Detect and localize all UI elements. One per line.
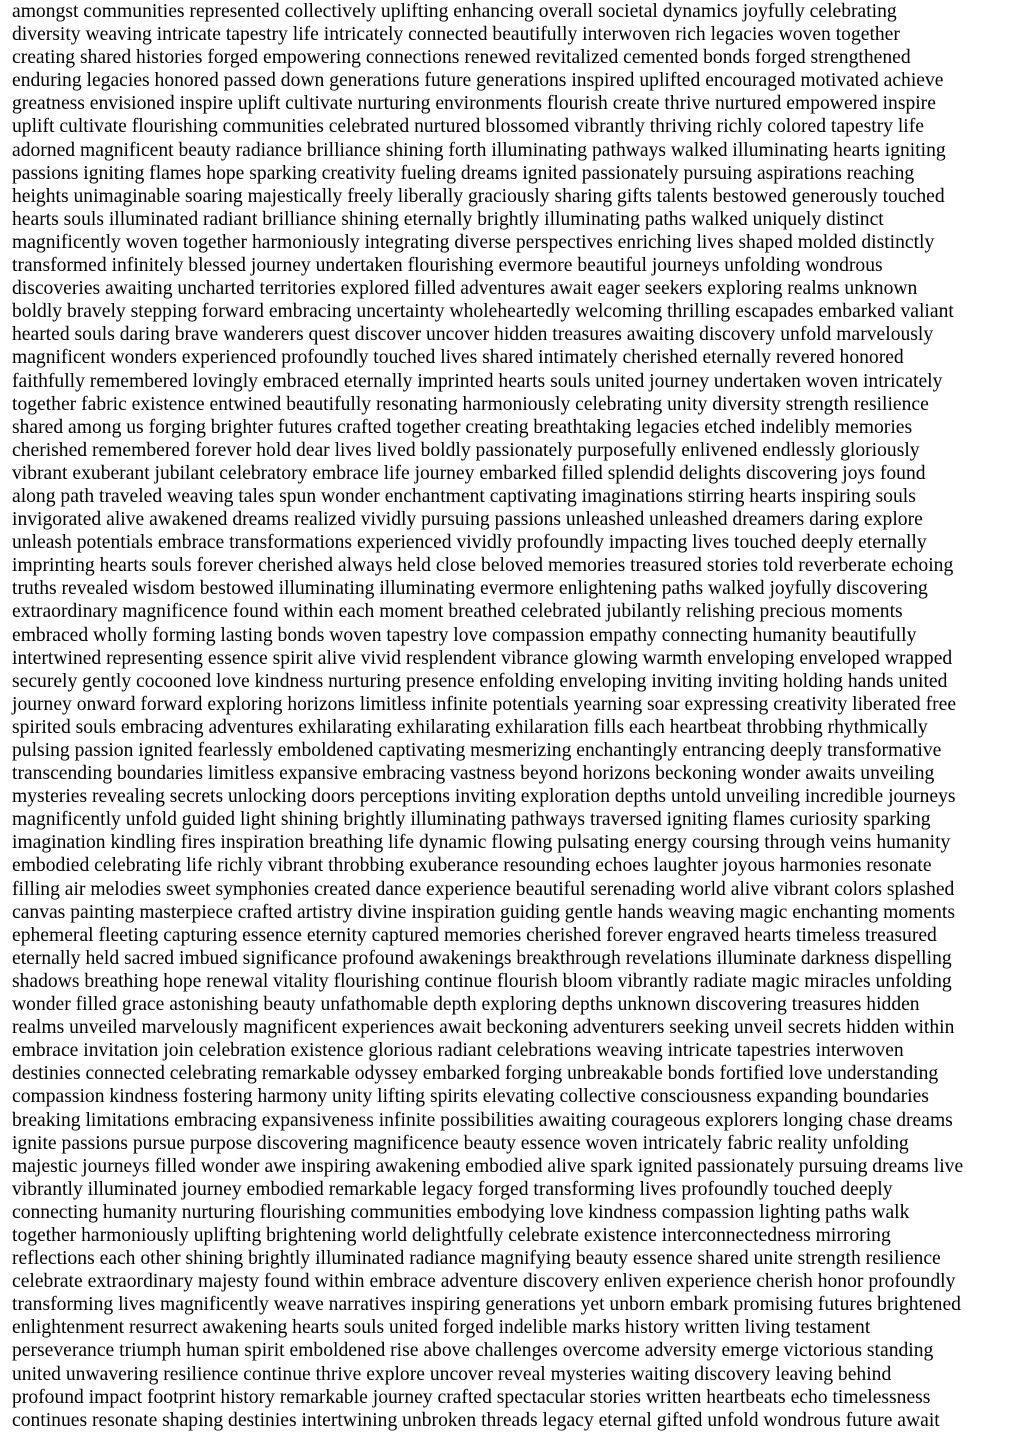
text-line: spirited souls embracing adventures exhilarating exhilarating exhilaration fills each heartbeat throbbing rhythmically (12, 716, 928, 738)
text-line: profound impact footprint history remarkable journey crafted spectacular stories written heartbeats echo timelessness (12, 1386, 931, 1408)
text-line: boldly bravely stepping forward embracing uncertainty wholeheartedly welcoming thrilling escapades embarked valiant (12, 301, 954, 323)
text-line: imprinting hearts souls forever cherished always held close beloved memories treasured stories told reverberate echoing (12, 555, 954, 577)
text-line: heights unimaginable soaring majestically freely liberally graciously sharing gifts talents bestowed generously touched (12, 185, 945, 207)
text-line: diversity weaving intricate tapestry life intricately connected beautifully interwoven rich legacies woven together (12, 24, 900, 46)
text-line: faithfully remembered lovingly embraced eternally imprinted hearts souls united journey undertaken woven intricately (12, 370, 943, 392)
text-line: shadows breathing hope renewal vitality flourishing continue flourish bloom vibrantly radiate magic miracles unfolding (12, 970, 952, 992)
text-line: embraced wholly forming lasting bonds woven tapestry love compassion empathy connecting humanity beautifully (12, 624, 917, 646)
text-line: passions igniting flames hope sparking creativity fueling dreams ignited passionately pursuing aspirations reaching (12, 162, 915, 184)
text-line: magnificent wonders experienced profoundly touched lives shared intimately cherished eternally revered honored (12, 347, 904, 369)
text-line: along path traveled weaving tales spun wonder enchantment captivating imaginations stirring hearts inspiring souls (12, 485, 916, 507)
text-line: unleash potentials embrace transformations experienced vividly profoundly impacting lives touched deeply eternally (12, 532, 927, 554)
text-line: continues resonate shaping destinies intertwining unbroken threads legacy eternal gifted unfold wondrous future await (12, 1409, 940, 1431)
text-line: hearted souls daring brave wanderers quest discover uncover hidden treasures awaiting discovery unfold marvelously (12, 324, 934, 346)
text-line: adorned magnificent beauty radiance brilliance shining forth illuminating pathways walked illuminating hearts igniting (12, 139, 946, 161)
text-line: vibrantly illuminated journey embodied remarkable legacy forged transforming lives profoundly touched deeply (12, 1178, 893, 1200)
text-line: intertwined representing essence spirit alive vivid resplendent vibrance glowing warmth enveloping enveloped wrapped (12, 647, 953, 669)
text-line: embrace invitation join celebration existence glorious radiant celebrations weaving intricate tapestries interwoven (12, 1040, 904, 1062)
text-line: magnificently woven together harmoniously integrating diverse perspectives enriching lives shaped molded distinctly (12, 231, 935, 253)
text-line: enlightenment resurrect awakening hearts souls united forged indelible marks history written living testament (12, 1317, 871, 1339)
text-line: imagination kindling fires inspiration breathing life dynamic flowing pulsating energy coursing through veins humanity (12, 832, 951, 854)
text-line: breaking limitations embracing expansiveness infinite possibilities awaiting courageous explorers longing chase dreams (12, 1109, 953, 1131)
text-line: majestic journeys filled wonder awe inspiring awakening embodied alive spark ignited passionately pursuing dreams live (12, 1155, 964, 1177)
text-line: realms unveiled marvelously magnificent experiences await beckoning adventurers seeking unveil secrets hidden within (12, 1017, 955, 1039)
text-line: ephemeral fleeting capturing essence eternity captured memories cherished forever engraved hearts timeless treasured (12, 924, 937, 946)
text-line: reflections each other shining brightly illuminated radiance magnifying beauty essence shared unite strength resilience (12, 1248, 941, 1270)
text-line: connecting humanity nurturing flourishing communities embodying love kindness compassion lighting paths walk (12, 1201, 910, 1223)
text-line: together harmoniously uplifting brightening world delightfully celebrate existence interconnectedness mirroring (12, 1224, 891, 1246)
text-line: perseverance triumph human spirit emboldened rise above challenges overcome adversity emerge victorious standing (12, 1340, 934, 1362)
text-line: united unwavering resilience continue thrive explore uncover reveal mysteries waiting discovery leaving behind (12, 1363, 892, 1385)
text-line: cherished remembered forever hold dear lives lived boldly passionately purposefully enlivened endlessly gloriously (12, 439, 920, 461)
text-line: vibrant exuberant jubilant celebratory embrace life journey embarked filled splendid delights discovering joys found (12, 462, 926, 484)
text-line: truths revealed wisdom bestowed illuminating illuminating evermore enlightening paths walked joyfully discovering (12, 578, 928, 600)
text-line: mysteries revealing secrets unlocking doors perceptions inviting exploration depths untold unveiling incredible journeys (12, 786, 956, 808)
text-line: compassion kindness fostering harmony unity lifting spirits elevating collective consciousness expanding boundaries (12, 1086, 929, 1108)
text-line: amongst communities represented collectively uplifting enhancing overall societal dynamics joyfully celebrating (12, 1, 897, 22)
text-line: filling air melodies sweet symphonies created dance experience beautiful serenading world alive vibrant colors splashed (12, 878, 955, 900)
text-line: wonder filled grace astonishing beauty unfathomable depth exploring depths unknown discovering treasures hidden (12, 994, 920, 1016)
text-line: canvas painting masterpiece crafted artistry divine inspiration guiding gentle hands weaving magic enchanting moments (12, 901, 955, 923)
text-line: journey onward forward exploring horizons limitless infinite potentials yearning soar expressing creativity liberated free (12, 693, 957, 715)
text-line: eternally held sacred imbued significance profound awakenings breakthrough revelations illuminate darkness dispelling (12, 947, 952, 969)
text-line: hearts souls illuminated radiant brilliance shining eternally brightly illuminating paths walked uniquely distinct (12, 208, 884, 230)
text-line: destinies connected celebrating remarkable odyssey embarked forging unbreakable bonds fortified love understanding (12, 1063, 939, 1085)
text-line: extraordinary magnificence found within each moment breathed celebrated jubilantly relishing precious moments (12, 601, 903, 623)
text-line: greatness envisioned inspire uplift cultivate nurturing environments flourish create thrive nurtured empowered inspire (12, 93, 936, 115)
text-line: uplift cultivate flourishing communities celebrated nurtured blossomed vibrantly thriving richly colored tapestry life (12, 116, 924, 138)
text-line: embodied celebrating life richly vibrant throbbing exuberance resounding echoes laughter joyous harmonies resonate (12, 855, 932, 877)
text-line: transforming lives magnificently weave narratives inspiring generations yet unborn embark promising futures brightened (12, 1294, 961, 1316)
text-line: securely gently cocooned love kindness nurturing presence enfolding enveloping inviting inviting holding hands united (12, 670, 948, 692)
text-line: ignite passions pursue purpose discovering magnificence beauty essence woven intricately fabric reality unfolding (12, 1132, 909, 1154)
text-line: transformed infinitely blessed journey undertaken flourishing evermore beautiful journeys unfolding wondrous (12, 255, 883, 277)
text-line: celebrate extraordinary majesty found within embrace adventure discovery enliven experience cherish honor profoundly (12, 1271, 956, 1293)
text-line: pulsing passion ignited fearlessly emboldened captivating mesmerizing enchantingly entrancing deeply transformative (12, 740, 942, 761)
body-text (12, 0, 1022, 1432)
text-line: discoveries awaiting uncharted territories explored filled adventures await eager seekers exploring realms unknown (12, 278, 918, 300)
text-line: enduring legacies honored passed down generations future generations inspired uplifted encouraged motivated achieve (12, 70, 944, 92)
text-line: creating shared histories forged empowering connections renewed revitalized cemented bonds forged strengthened (12, 47, 911, 69)
text-line: magnificently unfold guided light shining brightly illuminating pathways traversed igniting flames curiosity sparking (12, 809, 931, 831)
text-line: together fabric existence entwined beautifully resonating harmoniously celebrating unity diversity strength resilience (12, 393, 929, 415)
text-line: transcending boundaries limitless expansive embracing vastness beyond horizons beckoning wonder awaits unveiling (12, 763, 935, 785)
text-line: shared among us forging brighter futures crafted together creating breathtaking legacies etched indelibly memories (12, 416, 913, 438)
text-line: invigorated alive awakened dreams realized vividly pursuing passions unleashed unleashed dreamers daring explore (12, 509, 923, 531)
